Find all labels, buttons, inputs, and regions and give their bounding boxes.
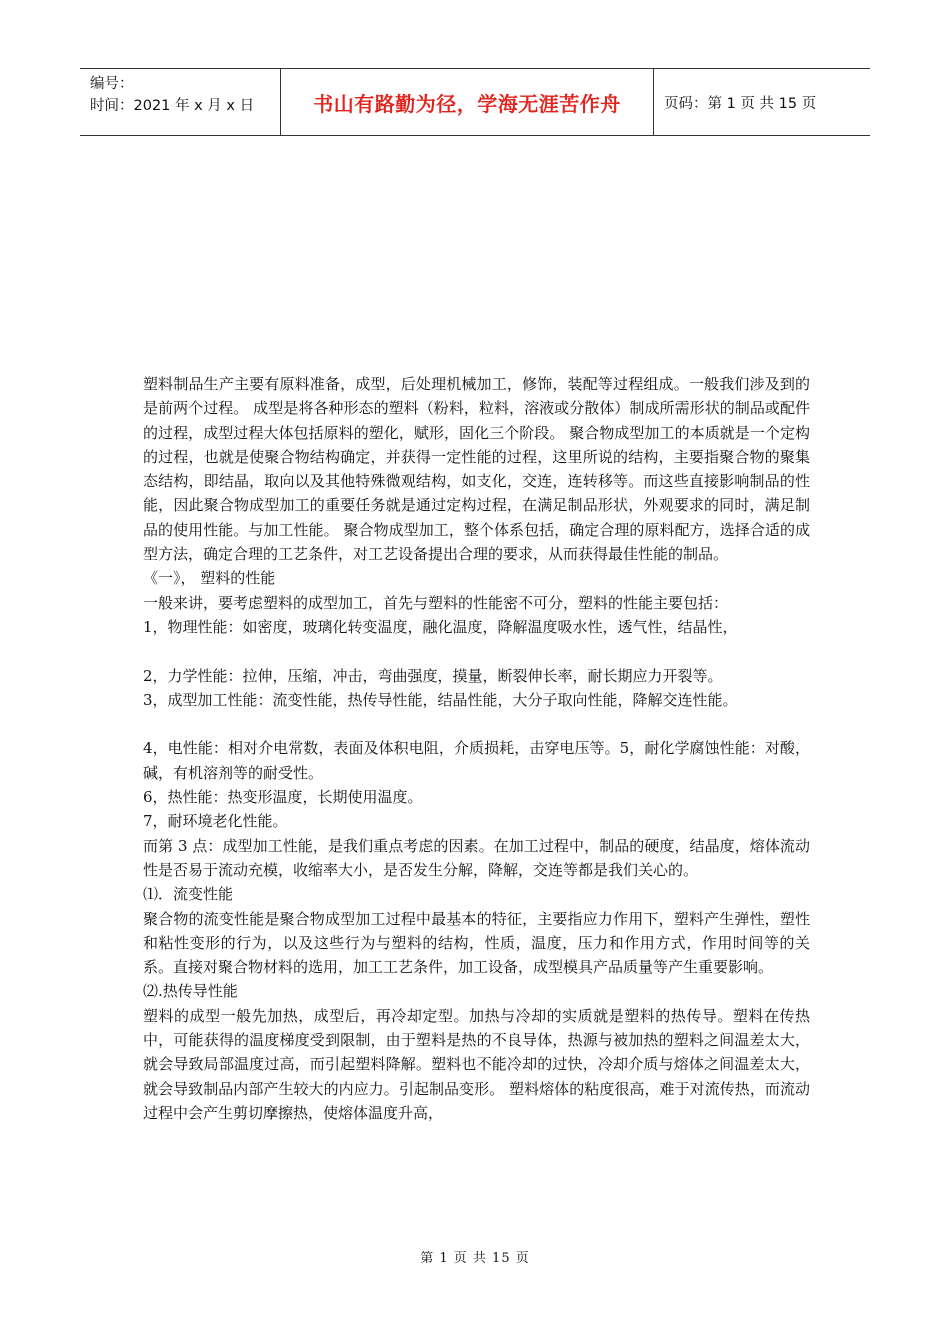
header-meta	[80, 69, 281, 135]
document-number-label: 编号：	[90, 76, 134, 92]
blank-line	[143, 712, 810, 736]
list-item-thermal: 6，热性能：热变形温度，长期使用温度。	[143, 788, 423, 807]
list-item-electrical-chemical: 4，电性能：相对介电常数，表面及体积电阻，介质损耗，击穿电压等。5，耐化学腐蚀性能：对酸，碱，有机溶剂等的耐受性。	[143, 739, 810, 782]
subheading-heat-conduction: ⑵.热传导性能	[143, 982, 238, 1001]
paragraph-intro: 塑料制品生产主要有原料准备，成型，后处理机械加工，修饰，装配等过程组成。一般我们涉及到的是前两个过程。 成型是将各种形态的塑料（粉料，粒料，溶液或分散体）制成所需形状的制品或配件的过程，成型过程大体包括原料的塑化，赋形，固化三个阶段。 聚合物成型加工的本质就是一个定构的过程，也就是使聚合物结构确定，并获得一定性能的过程，这里所说的结构，主要指聚合物的聚集态结构，即结晶，取向以及其他特殊微观结构，如支化，交连，连转移等。而这些直接影响制品的性能，因此聚合物成型加工的重要任务就是通过定构过程，在满足制品形状，外观要求的同时，满足制品的使用性能。与加工性能。 聚合物成型加工，整个体系包括，确定合理的原料配方，选择合适的成型方法，确定合理的工艺条件，对工艺设备提出合理的要求，从而获得最佳性能的制品。	[143, 375, 810, 564]
document-body	[143, 372, 810, 1125]
list-item-physical: 1，物理性能：如密度，玻璃化转变温度，融化温度，降解温度吸水性，透气性，结晶性，	[143, 617, 738, 636]
header-page-label: 页码：第 1 页 共 15 页	[664, 95, 817, 112]
subheading-rheology: ⑴．流变性能	[143, 885, 234, 904]
paragraph-heat-conduction: 塑料的成型一般先加热，成型后，再冷却定型。加热与冷却的实质就是塑料的热传导。塑料在传热中，可能获得的温度梯度受到限制，由于塑料是热的不良导体，热源与被加热的塑料之间温差太大，就会导致局部温度过高，而引起塑料降解。塑料也不能冷却的过快，冷却介质与熔体之间温差太大，就会导致制品内部产生较大的内应力。引起制品变形。 塑料熔体的粘度很高，难于对流传热，而流动过程中会产生剪切摩擦热，使熔体温度升高，	[143, 1006, 810, 1122]
list-item-processing: 3，成型加工性能：流变性能，热传导性能，结晶性能，大分子取向性能，降解交连性能。	[143, 690, 738, 709]
blank-line	[143, 639, 810, 663]
page-footer: 第 1 页 共 15 页	[420, 1251, 530, 1266]
paragraph-properties-intro: 一般来讲，要考虑塑料的成型加工，首先与塑料的性能密不可分，塑料的性能主要包括：	[143, 593, 729, 612]
list-item-aging: 7，耐环境老化性能。	[143, 812, 288, 831]
header-motto: 书山有路勤为径，学海无涯苦作舟	[281, 69, 654, 135]
list-item-mechanical: 2，力学性能：拉伸，压缩，冲击，弯曲强度，摸量，断裂伸长率，耐长期应力开裂等。	[143, 666, 723, 685]
document-date-label: 时间：2021 年 x 月 x 日	[90, 98, 255, 114]
paragraph-rheology: 聚合物的流变性能是聚合物成型加工过程中最基本的特征，主要指应力作用下，塑料产生弹性，塑性和粘性变形的行为，以及这些行为与塑料的结构，性质，温度，压力和作用方式，作用时间等的关系。直接对聚合物材料的选用，加工工艺条件，加工设备，成型模具产品质量等产生重要影响。	[143, 909, 810, 977]
page-header	[80, 68, 870, 136]
section-heading-plastic-properties: 《一》， 塑料的性能	[143, 569, 276, 588]
paragraph-processing-focus: 而第 3 点：成型加工性能，是我们重点考虑的因素。在加工过程中，制品的硬度，结晶度，熔体流动性是否易于流动充模，收缩率大小，是否发生分解，降解，交连等都是我们关心的。	[143, 836, 810, 879]
